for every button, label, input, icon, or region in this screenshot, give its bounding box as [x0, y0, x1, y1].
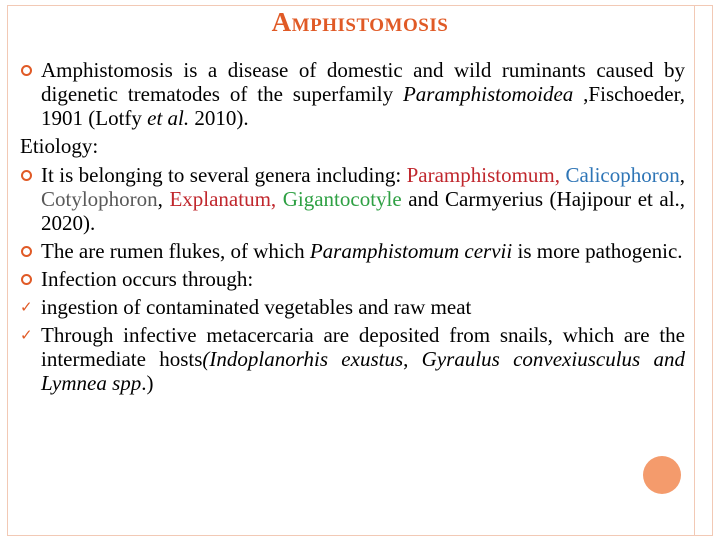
metacercaria-text: Through infective metacercaria are deposited from snails, which are the intermediate hosts: [41, 323, 685, 371]
host-closing: .): [141, 371, 154, 395]
species-name: Paramphistomum cervii: [309, 239, 513, 263]
bullet-rumen-flukes: [20, 239, 685, 263]
genera-citation: and Carmyerius (Hajipour et al., 2020).: [41, 187, 686, 235]
slide-side-line: [694, 5, 695, 536]
genus-paramphistomum: Paramphistomum,: [406, 163, 561, 187]
host-gyraulus-lymnea: Gyraulus convexiusculus and Lymnea spp: [41, 347, 685, 395]
check-ingestion: [20, 295, 685, 319]
decorative-orange-circle: [643, 456, 681, 494]
infection-text: Infection occurs through:: [41, 267, 254, 291]
genera-intro: It is belonging to several genera including:: [41, 163, 407, 187]
bullet-genera: [20, 163, 685, 235]
genus-calicophoron: Calicophoron: [565, 163, 680, 187]
citation-et-al: et al.: [147, 106, 190, 130]
citation-year: 2010).: [189, 106, 249, 130]
check-metacercaria: [20, 323, 685, 395]
slide-content: [20, 58, 685, 399]
circle-bullet-icon: [21, 246, 32, 257]
host-separator: ,: [403, 347, 422, 371]
checkmark-icon: ✓: [20, 298, 33, 316]
genus-cotylophoron: Cotylophoron: [41, 187, 158, 211]
rumen-flukes-text: The are rumen flukes, of which: [41, 239, 310, 263]
etiology-heading: Etiology:: [20, 134, 99, 158]
genus-gigantocotyle: Gigantocotyle: [282, 187, 402, 211]
genus-separator: ,: [157, 187, 170, 211]
definition-citation: ,Fischoeder, 1901 (Lotfy: [41, 82, 685, 130]
superfamily-name: Paramphistomoidea: [402, 82, 574, 106]
circle-bullet-icon: [21, 274, 32, 285]
bullet-infection: [20, 267, 685, 291]
checkmark-icon: ✓: [20, 326, 33, 344]
bullet-definition: [20, 58, 685, 130]
host-indoplanorhis: (Indoplanorhis exustus: [202, 347, 404, 371]
circle-bullet-icon: [21, 65, 32, 76]
ingestion-text: ingestion of contaminated vegetables and raw meat: [41, 295, 472, 319]
slide-title: Amphistomosis: [271, 7, 449, 37]
circle-bullet-icon: [21, 170, 32, 181]
pathogenic-text: is more pathogenic.: [512, 239, 683, 263]
genus-explanatum: Explanatum,: [169, 187, 277, 211]
genus-separator: ,: [679, 163, 685, 187]
definition-text: Amphistomosis is a disease of domestic and wild ruminants caused by digenetic trematodes of the superfamily: [41, 58, 685, 106]
